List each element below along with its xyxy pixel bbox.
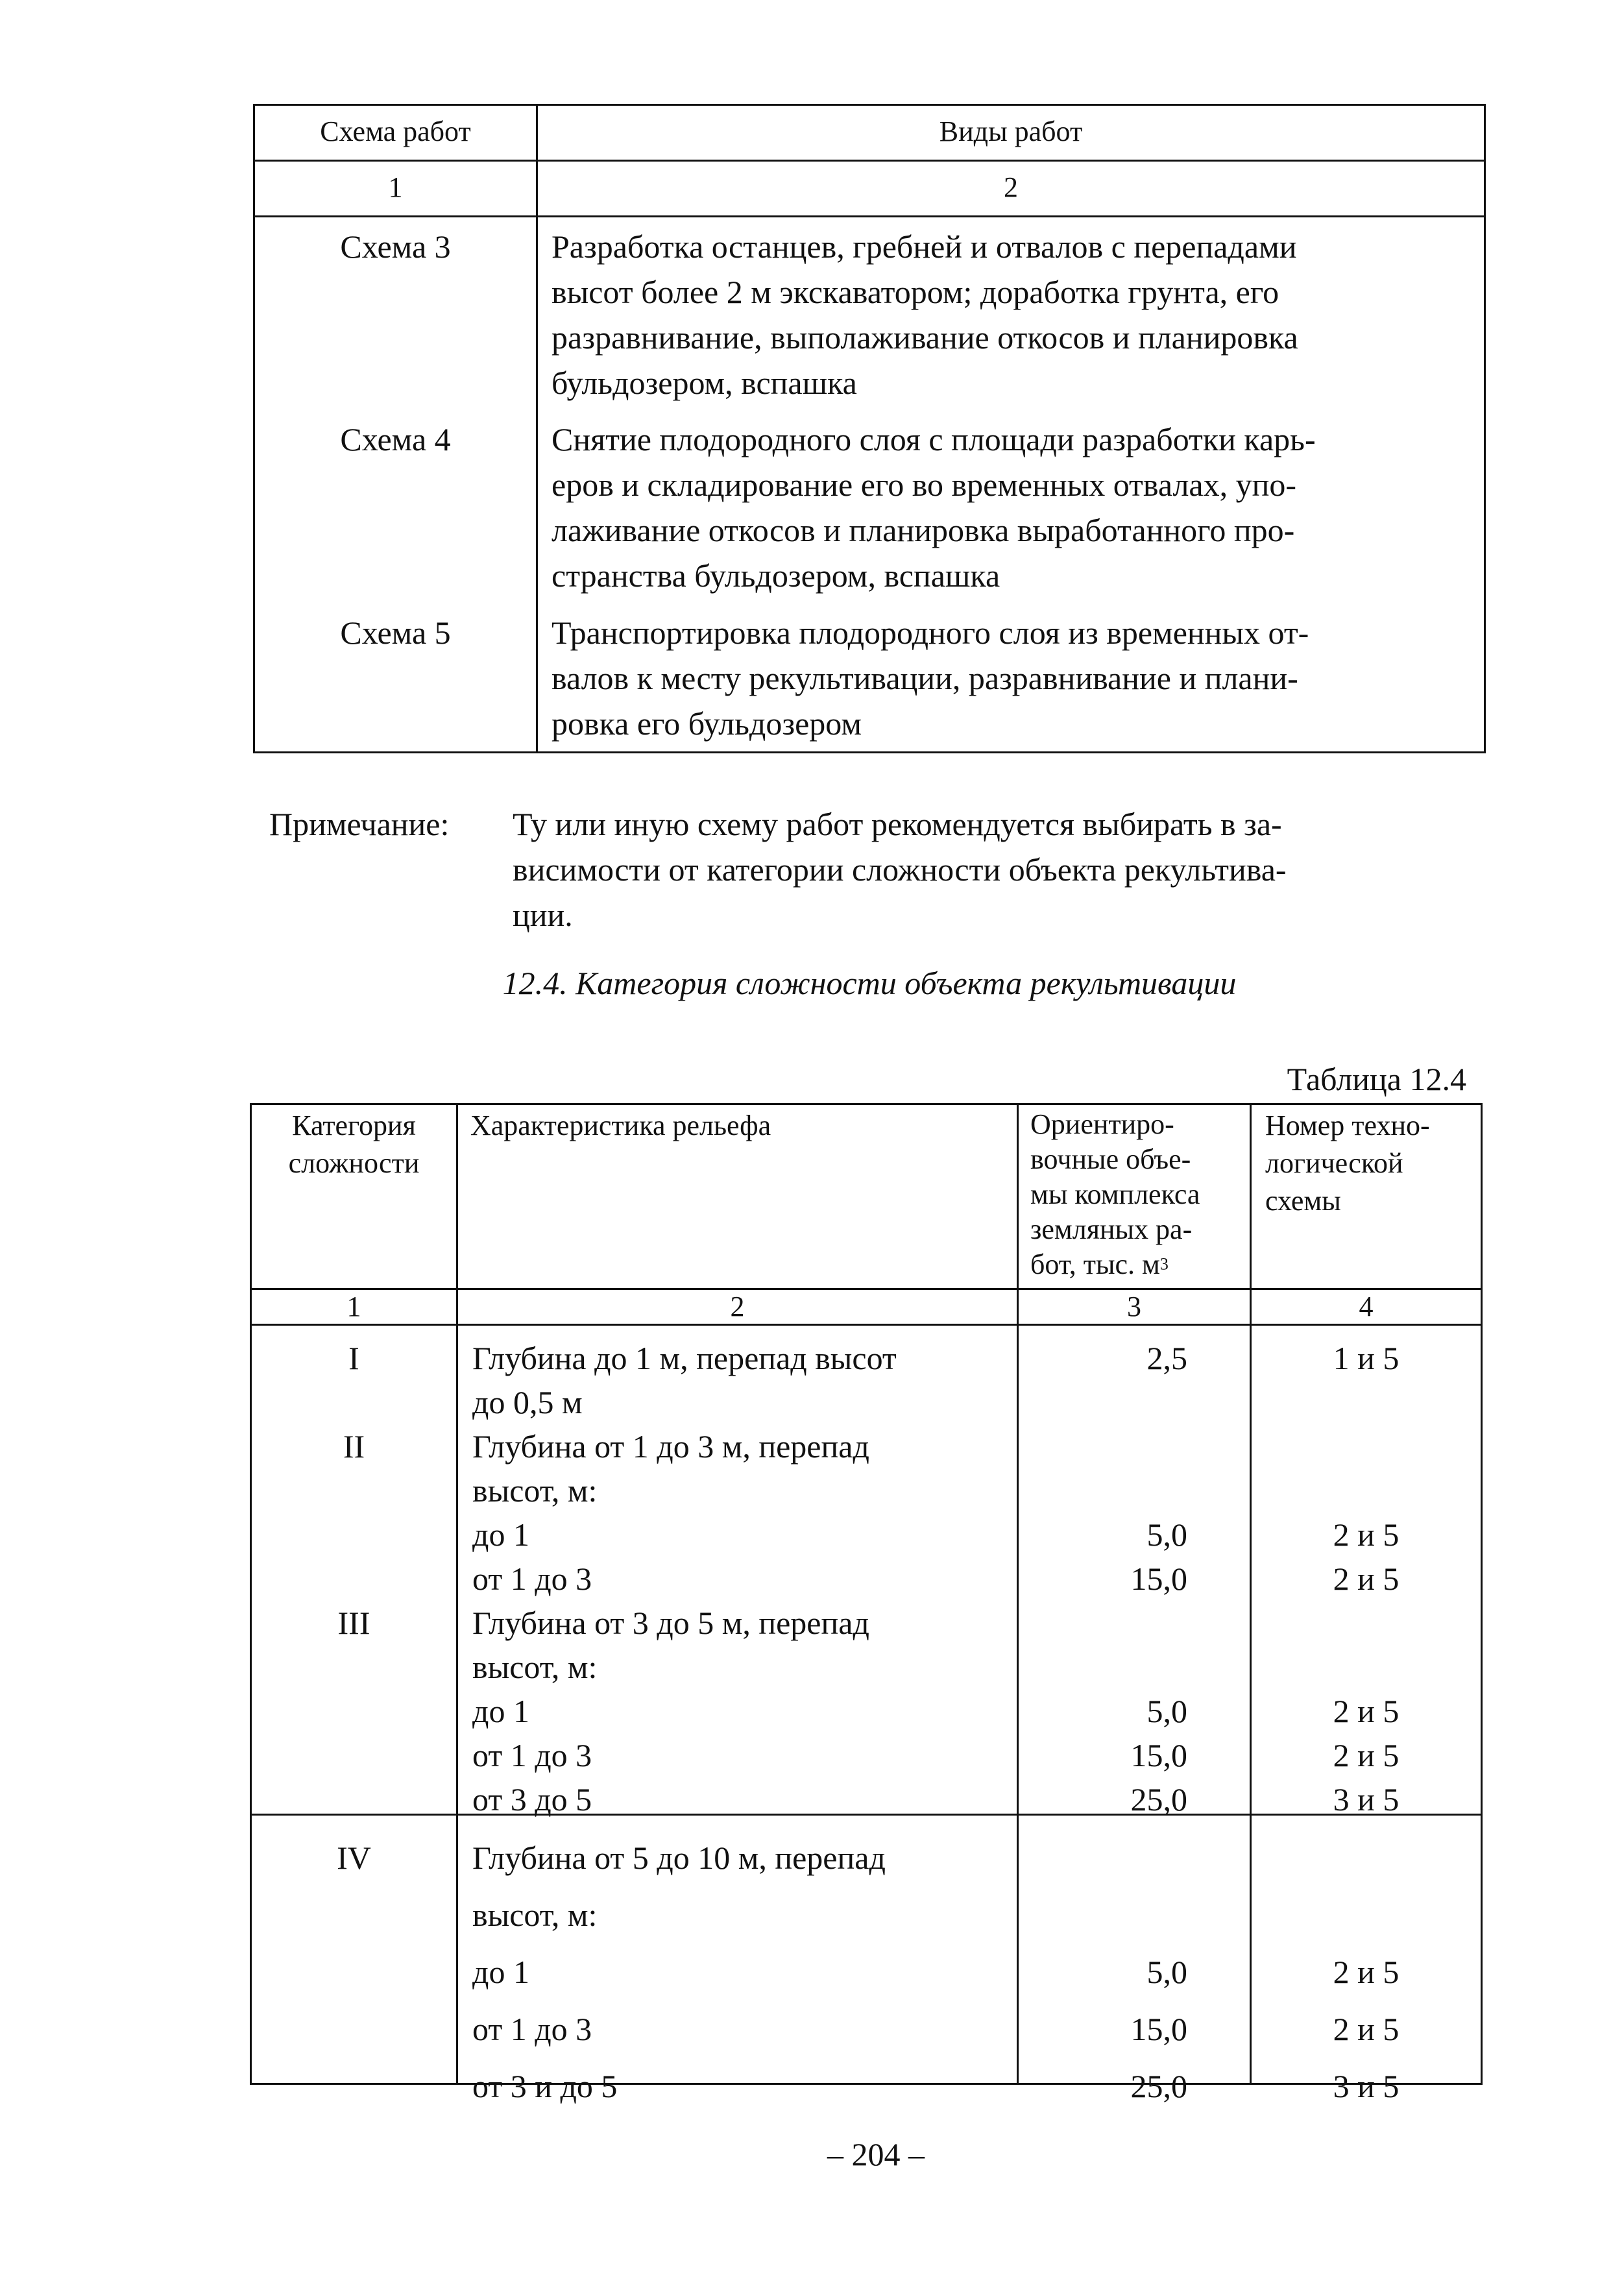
scheme-5-label: Схема 5 [340, 614, 451, 651]
scheme-cell: 2 и 5 [1333, 1693, 1400, 1729]
scheme-3-label: Схема 3 [340, 228, 451, 265]
header-works: Виды работ [939, 116, 1083, 147]
relief-cell: высот, м: [472, 1649, 598, 1685]
header-volume-cell [1030, 1107, 1248, 1282]
relief-cell: до 1 [472, 1516, 529, 1553]
volume-cell: 15,0 [1130, 2011, 1187, 2047]
relief-cell: высот, м: [472, 1897, 598, 1933]
category-cell: III [337, 1605, 370, 1641]
relief-cell: до 1 [472, 1693, 529, 1729]
relief-cell: Глубина от 3 до 5 м, перепад [472, 1605, 869, 1641]
relief-cell: высот, м: [472, 1472, 598, 1509]
header-category: Категория сложности [288, 1110, 420, 1179]
scheme-4-label: Схема 4 [340, 421, 451, 457]
scheme-5-works: Транспортировка плодородного слоя из временных от- валов к месту рекультивации, разравнивание и плани- ровка его бульдозером [551, 614, 1309, 742]
header-volume-sup: 3 [1159, 1254, 1169, 1274]
category-cell: II [343, 1428, 365, 1465]
scheme-cell: 2 и 5 [1333, 1737, 1400, 1773]
header-scheme: Схема работ [320, 116, 471, 147]
relief-cell: от 3 и до 5 [472, 2068, 618, 2104]
header-relief: Характеристика рельефа [470, 1110, 771, 1141]
header-volume: Ориентиро- вочные объе- мы комплекса земляных ра- бот, тыс. м [1030, 1108, 1200, 1280]
relief-cell: до 1 [472, 1954, 529, 1990]
category-cell: IV [337, 1840, 371, 1876]
col-num-1: 1 [346, 1291, 361, 1322]
relief-cell: от 1 до 3 [472, 2011, 592, 2047]
category-cell: I [348, 1340, 359, 1376]
scheme-cell: 2 и 5 [1333, 1516, 1400, 1553]
scheme-cell: 3 и 5 [1333, 1781, 1400, 1818]
volume-cell: 5,0 [1146, 1693, 1187, 1729]
volume-cell: 25,0 [1130, 2068, 1187, 2104]
col-num-2: 2 [730, 1291, 745, 1322]
relief-cell: от 1 до 3 [472, 1737, 592, 1773]
col-number-1: 1 [388, 171, 403, 203]
col-number-2: 2 [1004, 171, 1018, 203]
section-title: 12.4. Категория сложности объекта рекультивации [502, 965, 1237, 1001]
volume-cell: 15,0 [1130, 1737, 1187, 1773]
note-label: Примечание: [269, 806, 450, 842]
scheme-cell: 3 и 5 [1333, 2068, 1400, 2104]
table-caption: Таблица 12.4 [1287, 1061, 1466, 1097]
scheme-3-works: Разработка останцев, гребней и отвалов с перепадами высот более 2 м экскаватором; доработка грунта, его разравнивание, выполаживание откосов и планировка бульдозером, вспашка [551, 228, 1298, 401]
col-num-4: 4 [1359, 1291, 1374, 1322]
scheme-cell: 1 и 5 [1333, 1340, 1400, 1376]
volume-cell: 5,0 [1146, 1516, 1187, 1553]
scheme-cell: 2 и 5 [1333, 1561, 1400, 1597]
volume-cell: 5,0 [1146, 1954, 1187, 1990]
scheme-cell: 2 и 5 [1333, 1954, 1400, 1990]
volume-cell: 25,0 [1130, 1781, 1187, 1818]
volume-cell: 2,5 [1146, 1340, 1187, 1376]
note-text: Ту или иную схему работ рекомендуется выбирать в за- висимости от категории сложности объекта рекультива- ции. [513, 806, 1287, 933]
relief-cell: Глубина от 1 до 3 м, перепад [472, 1428, 869, 1465]
relief-cell: Глубина до 1 м, перепад высот [472, 1340, 897, 1376]
col-num-3: 3 [1127, 1291, 1141, 1322]
volume-cell: 15,0 [1130, 1561, 1187, 1597]
relief-cell: Глубина от 5 до 10 м, перепад [472, 1840, 886, 1876]
relief-cell: от 1 до 3 [472, 1561, 592, 1597]
page-number: – 204 – [827, 2136, 925, 2172]
header-scheme-number: Номер техно- логической схемы [1265, 1110, 1430, 1217]
scheme-4-works: Снятие плодородного слоя с площади разработки карь- еров и складирование его во временных отвалах, упо- лаживание откосов и планировка выработанного про- странства бульдозером, вспашка [551, 421, 1316, 594]
relief-cell: от 3 до 5 [472, 1781, 592, 1818]
relief-cell: до 0,5 м [472, 1384, 583, 1420]
scheme-cell: 2 и 5 [1333, 2011, 1400, 2047]
